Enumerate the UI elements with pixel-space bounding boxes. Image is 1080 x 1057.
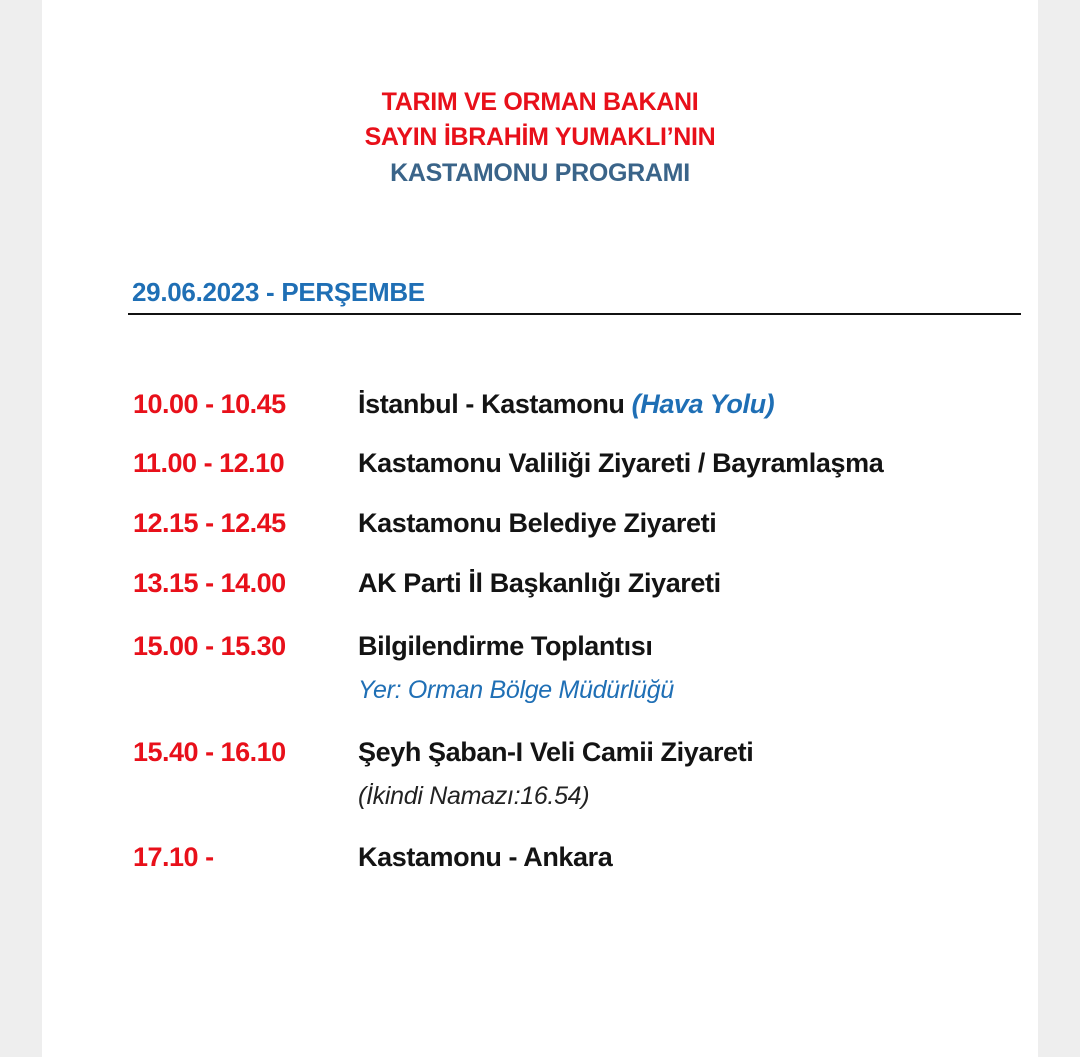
title-line-1: TARIM VE ORMAN BAKANI [381, 88, 699, 116]
schedule-time: 15.00 - 15.30 [133, 631, 286, 661]
schedule-time: 15.40 - 16.10 [133, 737, 286, 767]
schedule-time: 11.00 - 12.10 [133, 448, 285, 478]
heading-divider [128, 313, 1021, 315]
schedule-event-note: (Hava Yolu) [631, 389, 775, 419]
schedule-prayer-note: (İkindi Namazı:16.54) [358, 782, 590, 810]
title-line-2: SAYIN İBRAHİM YUMAKLI’NIN [364, 123, 716, 151]
schedule-event: Kastamonu - Ankara [358, 842, 613, 872]
schedule-time: 13.15 - 14.00 [133, 568, 286, 598]
schedule-time: 12.15 - 12.45 [133, 508, 286, 538]
schedule-time: 17.10 - [133, 842, 214, 872]
schedule-event: Bilgilendirme Toplantısı [358, 631, 653, 661]
schedule-event: Şeyh Şaban-I Veli Camii Ziyareti [358, 737, 754, 767]
schedule-event: AK Parti İl Başkanlığı Ziyareti [358, 568, 721, 598]
schedule-event: Kastamonu Valiliği Ziyareti / Bayramlaşma [358, 448, 884, 478]
schedule-location-note: Yer: Orman Bölge Müdürlüğü [358, 676, 674, 704]
schedule-time: 10.00 - 10.45 [133, 389, 286, 419]
title-line-3: KASTAMONU PROGRAMI [390, 159, 690, 187]
date-heading: 29.06.2023 - PERŞEMBE [132, 277, 425, 307]
schedule-event [358, 386, 774, 422]
schedule-event: Kastamonu Belediye Ziyareti [358, 508, 717, 538]
schedule-event-text: İstanbul - Kastamonu [358, 389, 632, 419]
